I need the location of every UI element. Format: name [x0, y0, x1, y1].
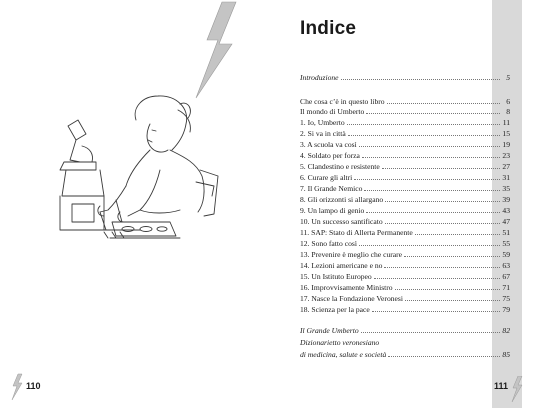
toc-entry: Che cosa c’è in questo libro 6 [300, 97, 510, 106]
toc-entry: 7. Il Grande Nemico 35 [300, 184, 510, 193]
toc-entry-dizionario-line1: Dizionarietto veronesiano [300, 338, 380, 347]
scientist-microscope-illustration [60, 96, 218, 238]
toc-entry: 18. Scienza per la pace 79 [300, 305, 510, 314]
toc-entry-grande-umberto: Il Grande Umberto 82 [300, 326, 510, 335]
lightning-bolt-icon [510, 376, 524, 406]
toc-entry: 1. Io, Umberto 11 [300, 118, 510, 127]
toc-entry: 10. Un successo santificato 47 [300, 217, 510, 226]
toc-entry: 5. Clandestino e resistente 27 [300, 162, 510, 171]
toc-entry: 8. Gli orizzonti si allargano 39 [300, 195, 510, 204]
toc-entry: 3. A scuola va così 19 [300, 140, 510, 149]
toc-entry: Il mondo di Umberto 8 [300, 107, 510, 116]
page-title: Indice [300, 18, 357, 39]
toc-entry: 17. Nasce la Fondazione Veronesi 75 [300, 294, 510, 303]
toc-entry: 14. Lezioni americane e no 63 [300, 261, 510, 270]
page-number-left: 110 [26, 381, 41, 391]
toc-entry-dizionario-line2: di medicina, salute e società 85 [300, 350, 510, 359]
lightning-bolt-icon [196, 2, 236, 98]
toc-entry: 15. Un Istituto Europeo 67 [300, 272, 510, 281]
toc-entry: 11. SAP: Stato di Allerta Permanente 51 [300, 228, 510, 237]
toc-entry: 4. Soldato per forza 23 [300, 151, 510, 160]
toc-entry: 12. Sono fatto così 55 [300, 239, 510, 248]
toc-entry: 13. Prevenire è meglio che curare 59 [300, 250, 510, 259]
toc-entry: 16. Improvvisamente Ministro 71 [300, 283, 510, 292]
toc-entry: 9. Un lampo di genio 43 [300, 206, 510, 215]
toc-entry: 6. Curare gli altri 31 [300, 173, 510, 182]
toc-entry: 2. Si va in città 15 [300, 129, 510, 138]
lightning-bolt-icon [12, 374, 22, 400]
page-number-right: 111 [494, 381, 509, 391]
toc-entry-introduzione: Introduzione 5 [300, 73, 510, 82]
